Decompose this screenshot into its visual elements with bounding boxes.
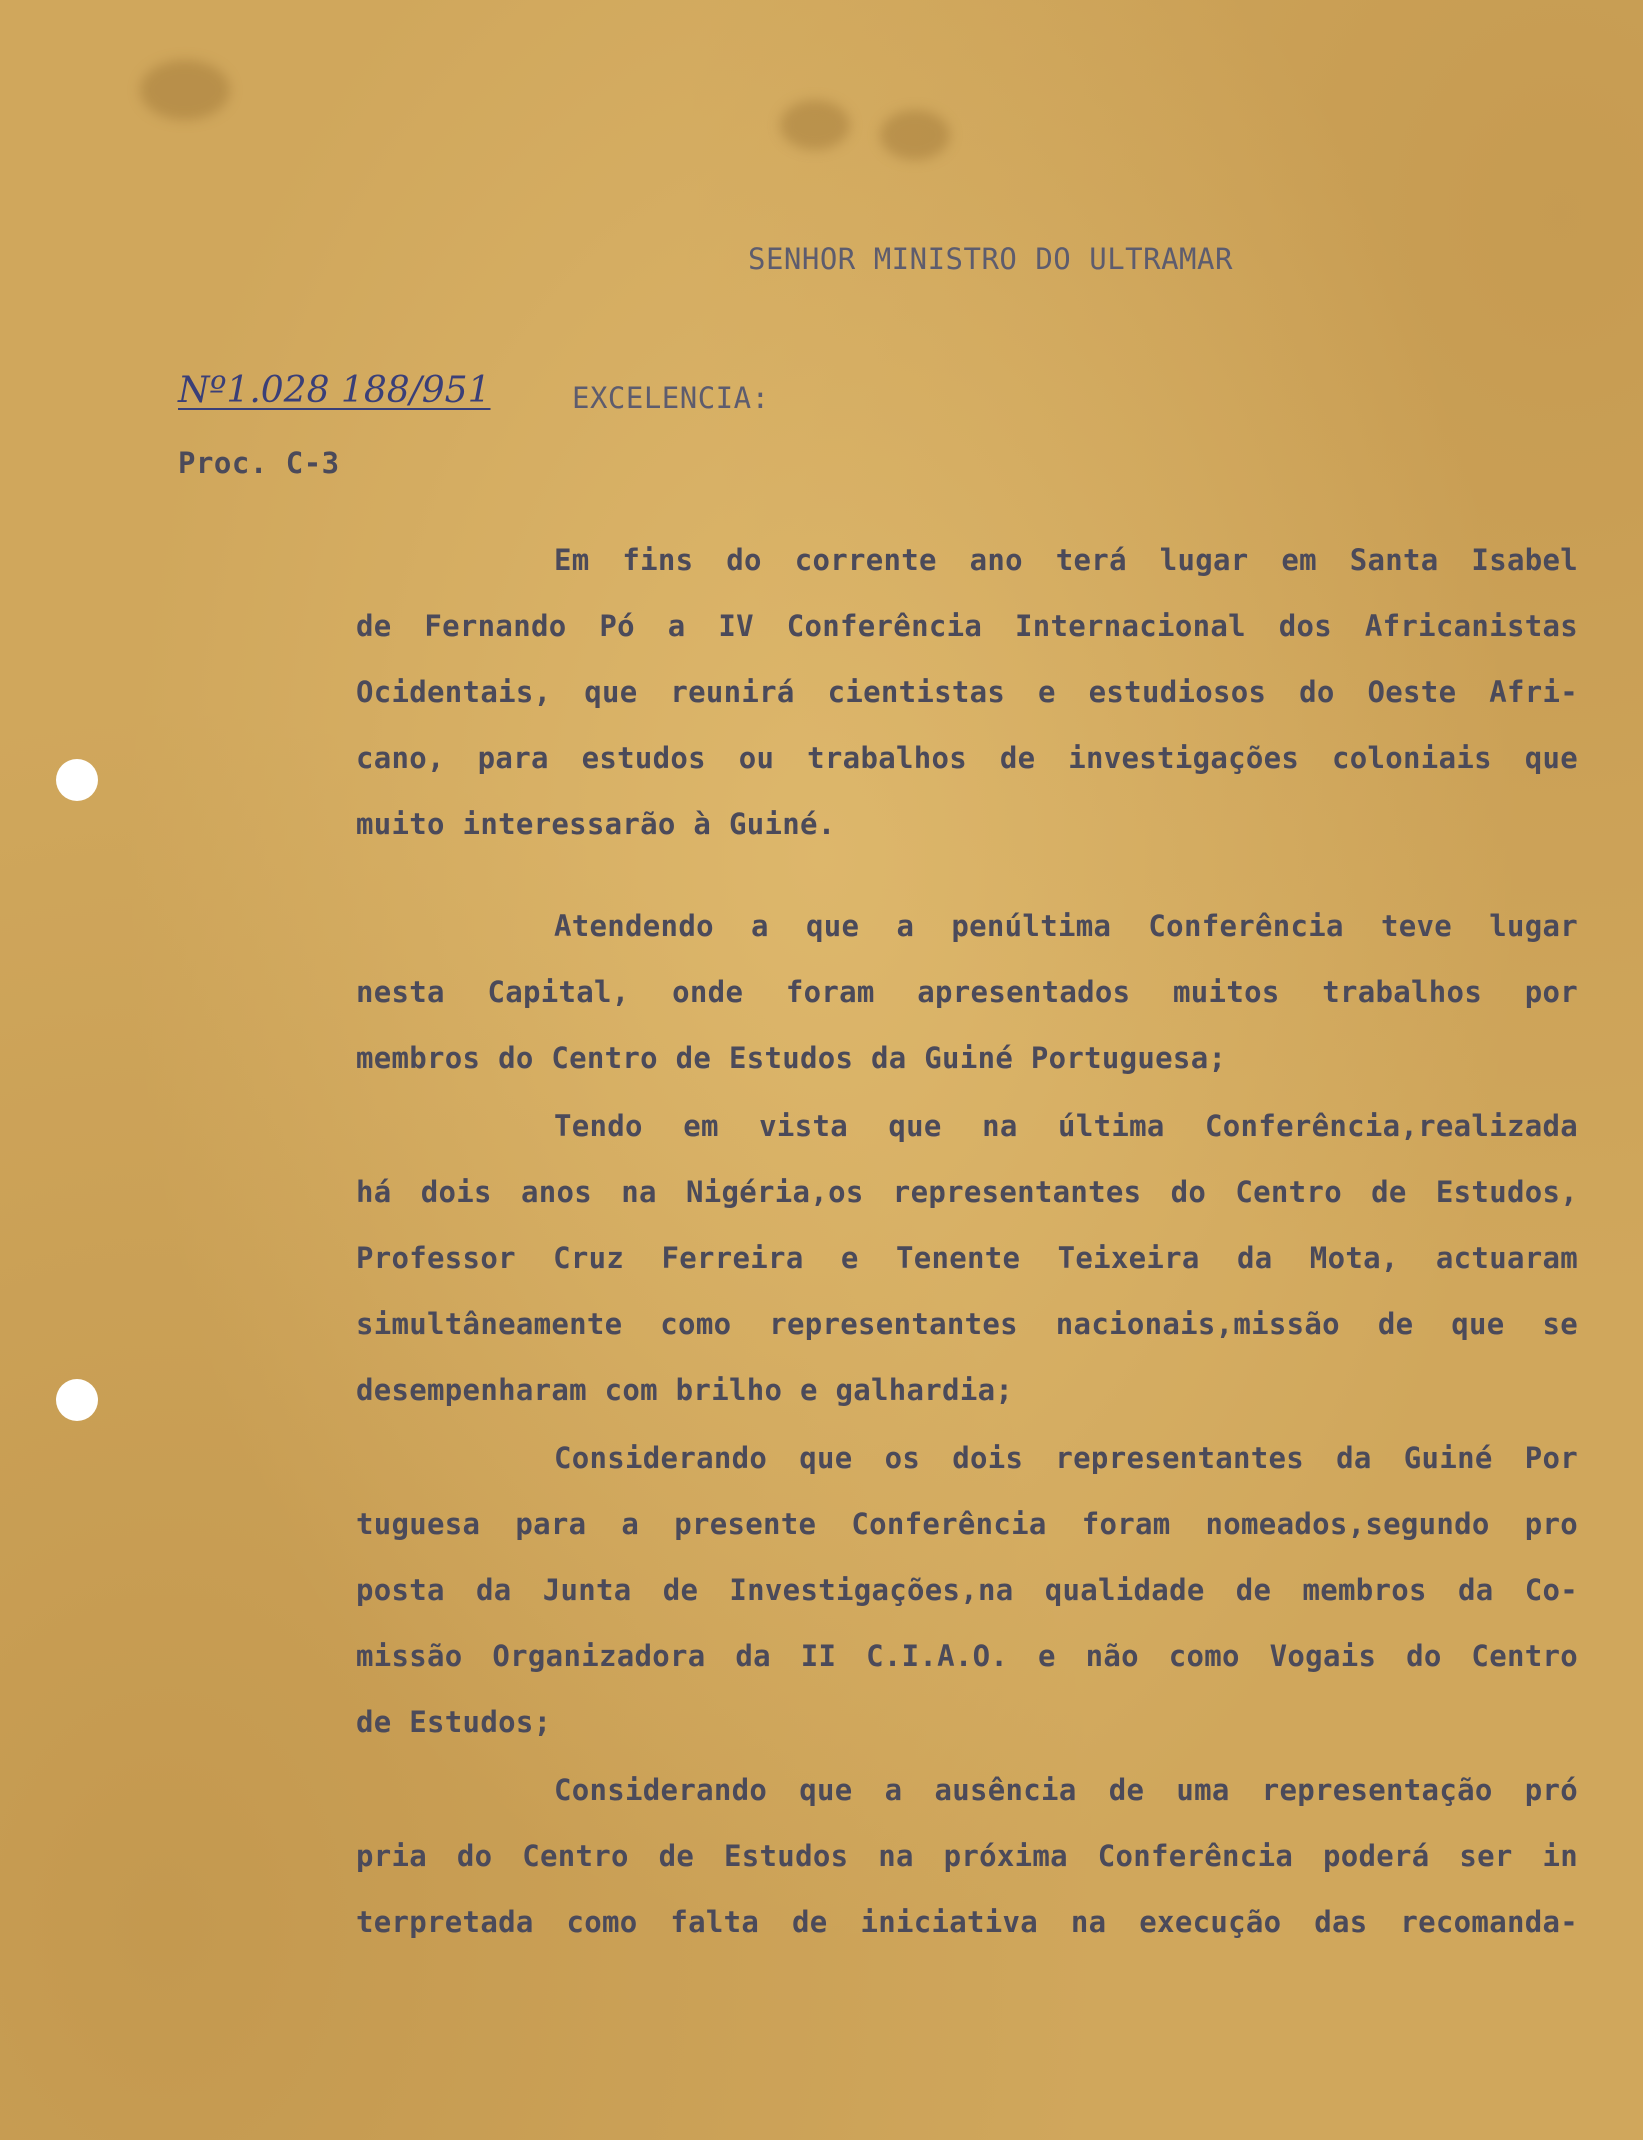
body-line: membros do Centro de Estudos da Guiné Portuguesa; [356, 1041, 1227, 1075]
body-line: pria do Centro de Estudos na próxima Conferência poderá ser in [356, 1839, 1578, 1873]
body-line: desempenharam com brilho e galhardia; [356, 1373, 1014, 1407]
reference-number: Nº1.028 188/951 [178, 370, 491, 411]
body-line: Em fins do corrente ano terá lugar em Santa Isabel [554, 543, 1578, 577]
punch-hole-bottom [56, 1379, 98, 1421]
addressee: SENHOR MINISTRO DO ULTRAMAR [748, 242, 1233, 276]
body-line: Ocidentais, que reunirá cientistas e estudiosos do Oeste Afri- [356, 675, 1578, 709]
body-line: missão Organizadora da II C.I.A.O. e não como Vogais do Centro [356, 1639, 1578, 1673]
paper-stain [140, 60, 230, 120]
body-line: simultâneamente como representantes nacionais,missão de que se [356, 1307, 1578, 1341]
body-line: posta da Junta de Investigações,na qualidade de membros da Co- [356, 1573, 1578, 1607]
paper-stain [880, 110, 950, 160]
body-line: tuguesa para a presente Conferência foram nomeados,segundo pro [356, 1507, 1578, 1541]
paper-stain [780, 100, 850, 150]
body-line: Considerando que os dois representantes da Guiné Por [554, 1441, 1578, 1475]
body-line: Professor Cruz Ferreira e Tenente Teixeira da Mota, actuaram [356, 1241, 1578, 1275]
process-reference: Proc. C-3 [178, 446, 340, 480]
body-line: Considerando que a ausência de uma representação pró [554, 1773, 1578, 1807]
salutation: EXCELENCIA: [572, 381, 770, 415]
body-line: nesta Capital, onde foram apresentados muitos trabalhos por [356, 975, 1578, 1009]
body-line: cano, para estudos ou trabalhos de investigações coloniais que [356, 741, 1578, 775]
body-line: de Fernando Pó a IV Conferência Internacional dos Africanistas [356, 609, 1578, 643]
body-line: terpretada como falta de iniciativa na execução das recomanda- [356, 1905, 1578, 1939]
body-line: Tendo em vista que na última Conferência,realizada [554, 1109, 1578, 1143]
body-line: Atendendo a que a penúltima Conferência teve lugar [554, 909, 1578, 943]
body-line: há dois anos na Nigéria,os representantes do Centro de Estudos, [356, 1175, 1578, 1209]
punch-hole-top [56, 759, 98, 801]
body-line: muito interessarão à Guiné. [356, 807, 836, 841]
body-line: de Estudos; [356, 1705, 552, 1739]
